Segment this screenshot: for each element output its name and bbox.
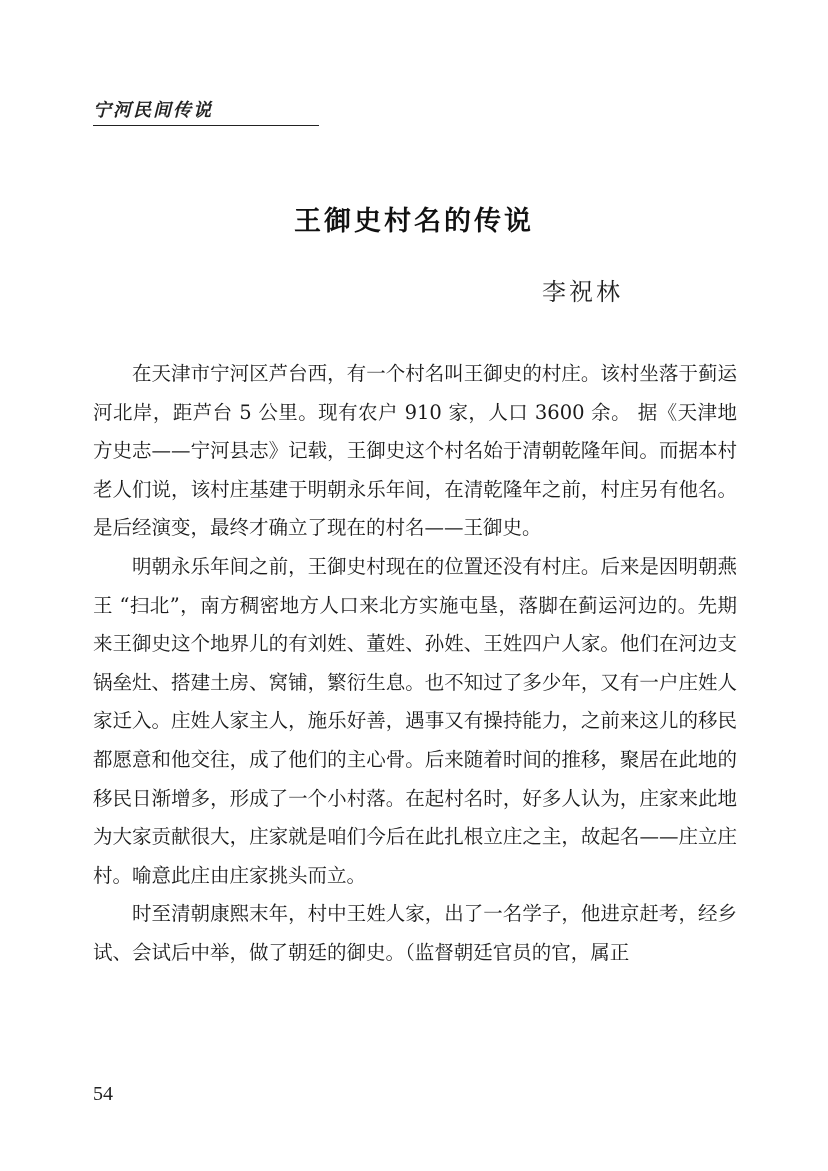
paragraph-2: 明朝永乐年间之前，王御史村现在的位置还没有村庄。后来是因明朝燕王 “扫北”，南方稠密地方人口来北方实施屯垦，落脚在蓟运河边的。先期来王御史这个地界儿的有刘姓、董姓、孙姓、王姓四户人家。他们在河边支锅垒灶、搭建土房、窝铺，繁衍生息。也不知过了多少年，又有一户庄姓人家迁入。庄姓人家主人，施乐好善，遇事又有操持能力，之前来这儿的移民都愿意和他交往，成了他们的主心骨。后来随着时间的推移，聚居在此地的移民日渐增多，形成了一个小村落。在起村名时，好多人认为，庄家来此地为大家贡献很大，庄家就是咱们今后在此扎根立庄之主，故起名——庄立庄村。喻意此庄由庄家挑头而立。 bbox=[93, 554, 737, 887]
paragraph-3: 时至清朝康熙末年，村中王姓人家，出了一名学子，他进京赶考，经乡试、会试后中举，做了朝廷的御史。（监督朝廷官员的官，属正 bbox=[93, 902, 737, 964]
article-author: 李祝林 bbox=[542, 278, 623, 306]
running-header: 宁河民间传说 bbox=[93, 100, 319, 126]
page-number: 54 bbox=[93, 1083, 113, 1105]
article-title: 王御史村名的传说 bbox=[294, 206, 534, 237]
paragraph-1: 在天津市宁河区芦台西，有一个村名叫王御史的村庄。该村坐落于蓟运河北岸，距芦台 5 公里。现有农户 910 家，人口 3600 余。 据《天津地方史志——宁河县志》记载，王御史这个村名始于清朝乾隆年间。而据本村老人们说，该村庄基建于明朝永乐年间，在清乾隆年之前，村庄另有他名。是后经演变，最终才确立了现在的村名——王御史。 bbox=[93, 362, 737, 540]
article-body bbox=[93, 355, 737, 973]
